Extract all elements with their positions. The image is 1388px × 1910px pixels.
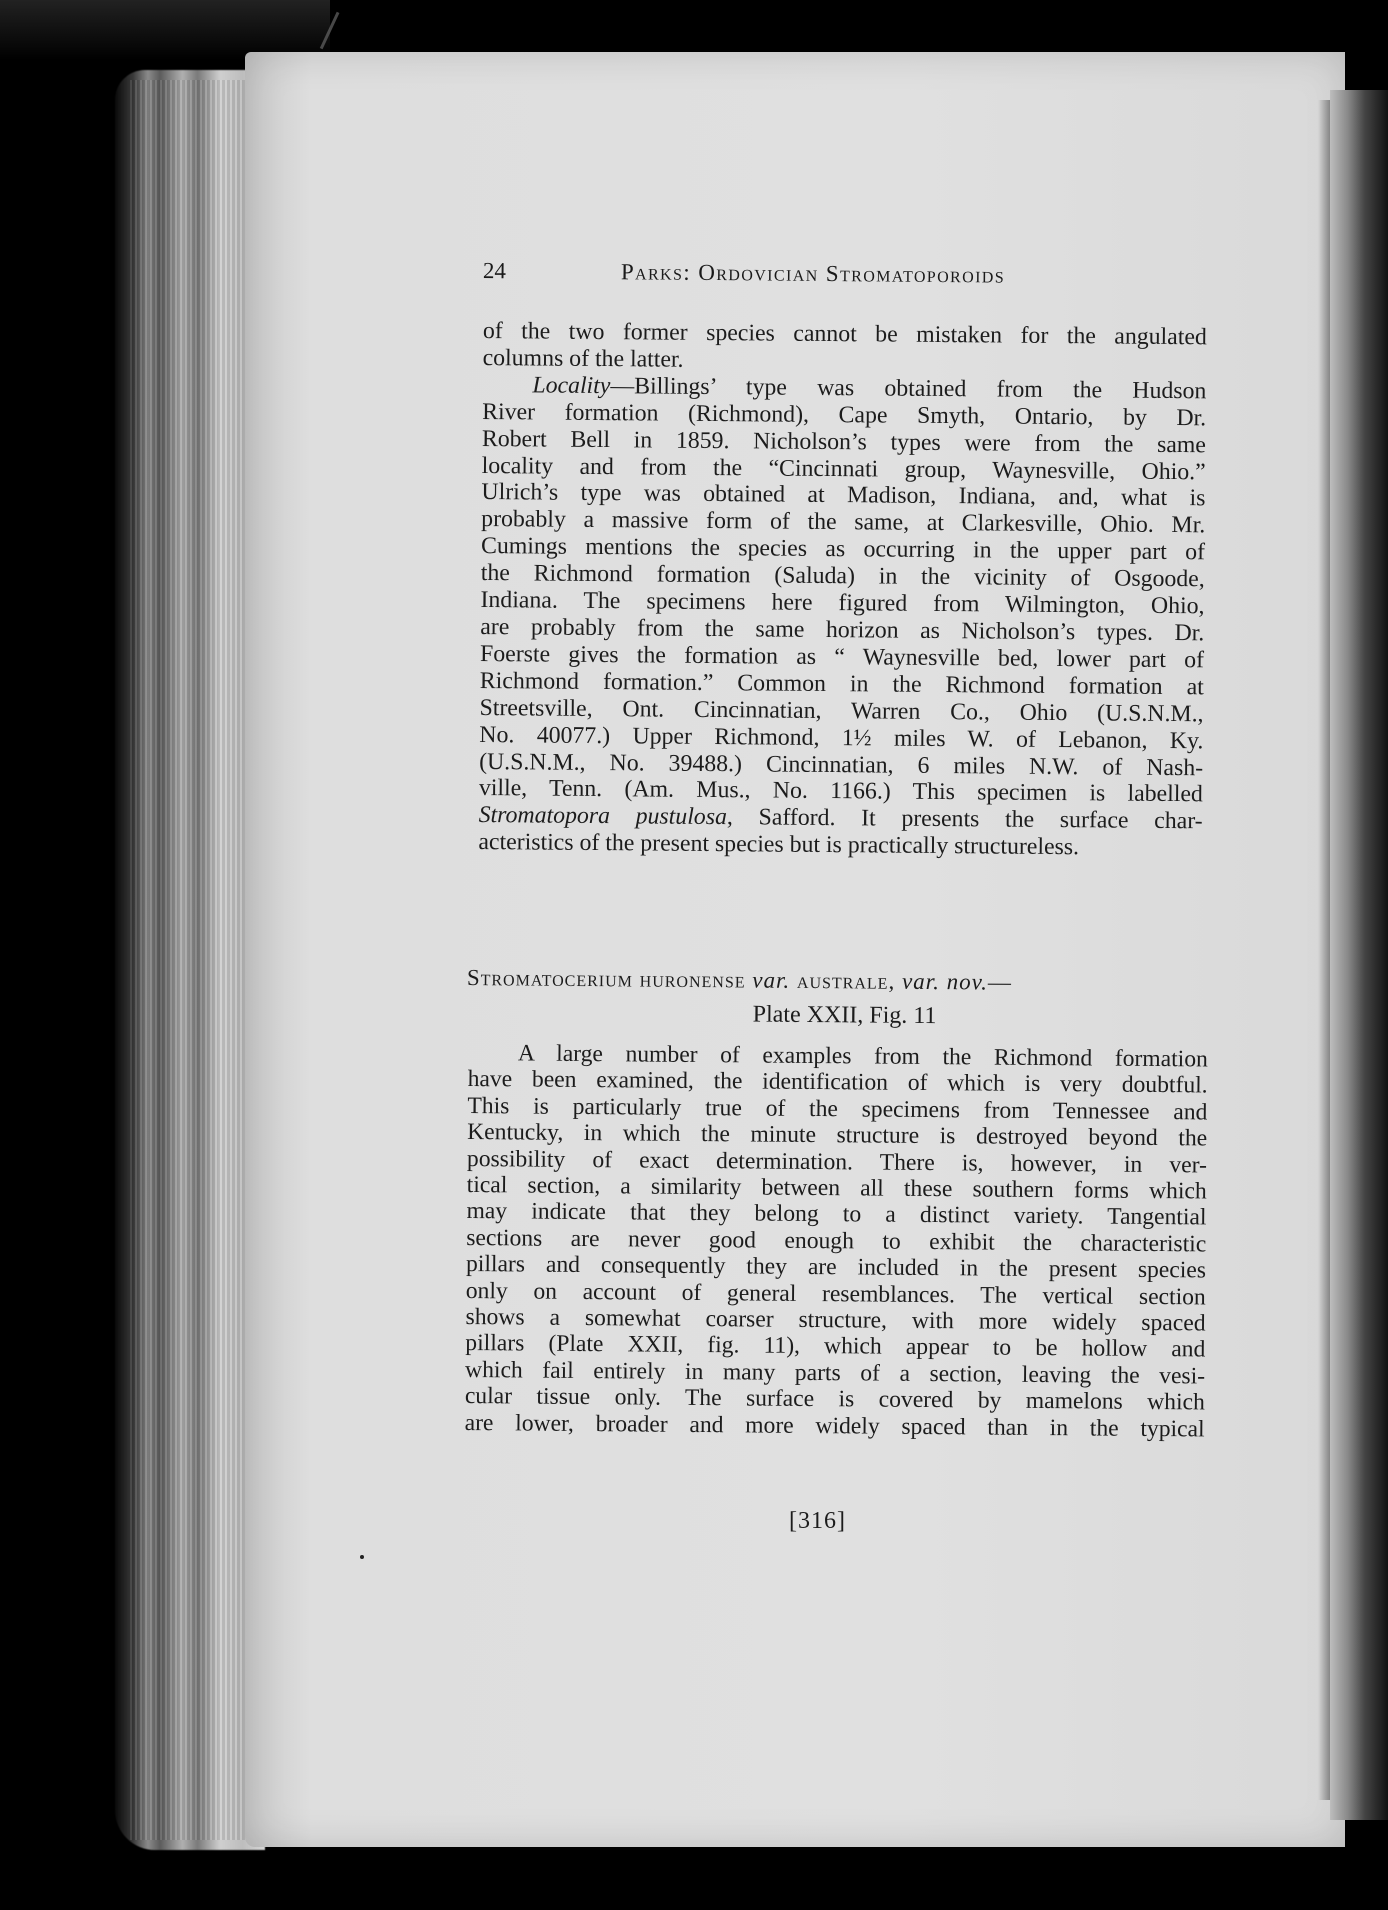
section-heading	[466, 965, 1207, 1032]
text-line: Richmond formation.” Common in the Richmond formation at	[479, 667, 1204, 701]
paragraph-1	[483, 318, 1207, 378]
text-line: Cumings mentions the species as occurring in the upper part of	[480, 533, 1206, 566]
heading-dash: —	[987, 969, 1013, 995]
text-line: No. 40077.) Upper Richmond, 1½ miles W. of Lebanon, Ky.	[479, 721, 1204, 754]
text-line: Streetsville, Ont. Cincinnatian, Warren Co., Ohio (U.S.N.M.,	[479, 694, 1204, 727]
text-line: Foerste gives the formation as “ Waynesville bed, lower part of	[479, 640, 1205, 674]
text-line: Kentucky, in which the minute structure is destroyed beyond the	[467, 1119, 1208, 1152]
variety-name: australe,	[796, 967, 896, 994]
text-line: sections are never good enough to exhibit the characteristic	[466, 1224, 1207, 1258]
text-line: River formation (Richmond), Cape Smyth, Ontario, by Dr.	[482, 398, 1207, 432]
text-line: may indicate that they belong to a distinct variety. Tangential	[466, 1198, 1207, 1231]
text-line: of the two former species cannot be mistaken for the angulated	[482, 318, 1207, 351]
text-line: (U.S.N.M., No. 39488.) Cincinnatian, 6 miles N.W. of Nash-	[479, 748, 1204, 781]
paragraph-2	[478, 372, 1206, 863]
page-marker: [316]	[789, 1508, 846, 1534]
text-line: probably a massive form of the same, at Clarkesville, Ohio. Mr.	[481, 506, 1206, 539]
page-number: 24	[482, 258, 506, 284]
text-line: Indiana. The specimens here figured from Wilmington, Ohio,	[480, 587, 1205, 620]
text-line: This is particularly true of the specimens from Tennessee and	[467, 1092, 1208, 1126]
body-text-2	[465, 1040, 1208, 1443]
text-line: pillars and consequently they are included in the present species	[465, 1251, 1207, 1284]
text-line: are lower, broader and more widely spaced than in the typical	[464, 1409, 1205, 1443]
plate-reference: Plate XXII, Fig. 11	[752, 1001, 937, 1030]
text-line: Ulrich’s type was obtained at Madison, Indiana, and, what is	[481, 479, 1206, 512]
text-line: have been examined, the identification of which is very doubtful.	[467, 1066, 1208, 1099]
text-line: the Richmond formation (Saluda) in the vicinity of Osgoode,	[480, 560, 1205, 593]
species-rest: , Safford. It presents the surface char-	[726, 804, 1203, 835]
dust-speck	[360, 1555, 364, 1559]
right-page-edge	[1330, 90, 1388, 1820]
spine-texture	[130, 80, 250, 1840]
text-line: acteristics of the present species but is practically structureless.	[478, 829, 1080, 861]
text-line: tical section, a similarity between all these southern forms which	[466, 1172, 1207, 1205]
text-line: which fail entirely in many parts of a section, leaving the vesi-	[465, 1356, 1206, 1390]
body-text	[478, 318, 1207, 862]
section-title	[467, 965, 1207, 997]
text-line: cular tissue only. The surface is covered by mamelons which	[464, 1383, 1205, 1416]
text-line: columns of the latter.	[482, 344, 684, 373]
text-line: possibility of exact determination. There is, however, in ver-	[466, 1145, 1208, 1179]
locality-label: Locality	[532, 372, 611, 399]
text-line: pillars (Plate XXII, fig. 11), which appear to be hollow and	[465, 1330, 1206, 1363]
text-line: ville, Tenn. (Am. Mus., No. 1166.) This specimen is labelled	[478, 775, 1203, 808]
corner-shadow	[0, 0, 330, 60]
text-line: Robert Bell in 1859. Nicholson’s types were from the same	[481, 425, 1207, 458]
var-label: var.	[752, 967, 791, 993]
species-name: Stromatopora pustulosa	[478, 802, 728, 831]
locality-rest: —Billings’ type was obtained from the Hudson	[610, 372, 1207, 405]
text-line: shows a somewhat coarser structure, with more widely spaced	[465, 1304, 1206, 1337]
paragraph-3	[465, 1040, 1208, 1443]
running-title: Parks: Ordovician Stromatoporoids	[620, 259, 1006, 288]
text-line: A large number of examples from the Richmond formation	[517, 1040, 1208, 1073]
var-nov-label: var. nov.	[901, 968, 989, 995]
text-line: locality and from the “Cincinnati group, Waynesville, Ohio.”	[481, 452, 1206, 485]
text-line: are probably from the same horizon as Nicholson’s types. Dr.	[480, 613, 1205, 647]
text-line: only on account of general resemblances. The vertical section	[465, 1277, 1206, 1311]
taxon-name: Stromatocerium huronense	[466, 965, 746, 993]
